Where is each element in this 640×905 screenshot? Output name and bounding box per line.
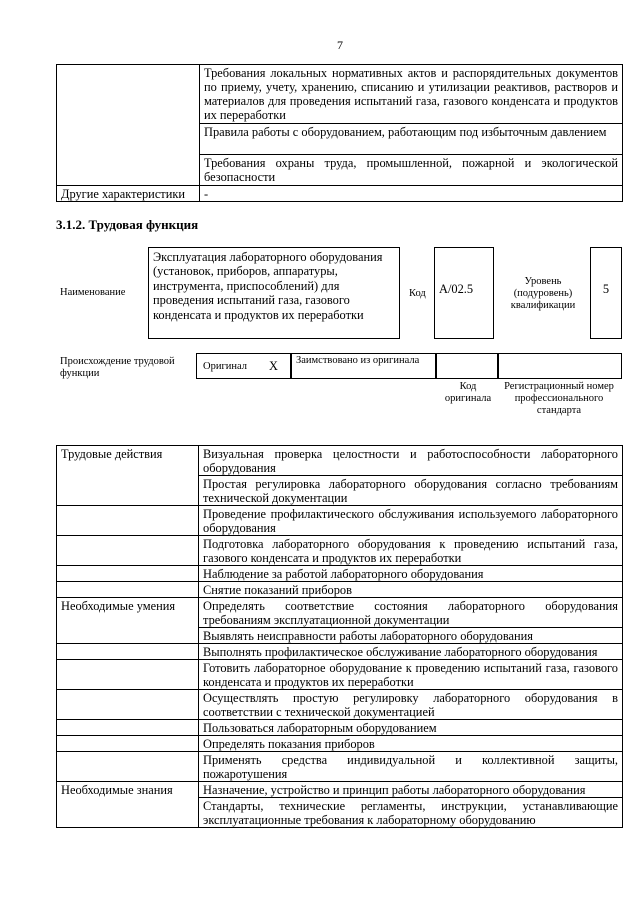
table-row [57, 476, 623, 506]
name-label: Наименование [60, 287, 126, 298]
table-cell: Пользоваться лабораторным оборудованием [199, 720, 623, 736]
table-cell: Снятие показаний приборов [199, 582, 623, 598]
table-cell: Определять показания приборов [199, 736, 623, 752]
table-cell: Простая регулировка лабораторного оборудования согласно требованиям технической документации [199, 476, 623, 506]
table-row [57, 736, 623, 752]
table-cell: Правила работы с оборудованием, работающим под избыточным давлением [200, 124, 623, 155]
qualification-level-box: 5 [590, 247, 622, 339]
code-label: Код [409, 288, 426, 299]
table-cell: Осуществлять простую регулировку лабораторного оборудования в соответствии с технической документацией [199, 690, 623, 720]
origin-label: Происхождение трудовой функции [60, 356, 175, 379]
table-row [57, 566, 623, 582]
actions-label: Трудовые действия [57, 446, 199, 476]
code-original-caption: Код оригинала [444, 381, 492, 404]
labor-function-details-table [56, 445, 623, 828]
table-row [57, 536, 623, 566]
table-cell: Определять соответствие состояния лабораторного оборудования требованиям эксплуатационной документации [199, 598, 623, 628]
table-row [57, 446, 623, 476]
skills-label: Необходимые умения [57, 598, 199, 628]
original-label: Оригинал [203, 361, 247, 372]
table-row [57, 720, 623, 736]
table-row [57, 782, 623, 798]
other-characteristics-value: - [200, 186, 623, 202]
table-cell: Проведение профилактического обслуживания используемого лабораторного оборудования [199, 506, 623, 536]
registration-number-caption: Регистрационный номер профессионального стандарта [504, 381, 614, 416]
table-row [57, 186, 623, 202]
function-name-box: Эксплуатация лабораторного оборудования (установок, приборов, аппаратуры, инструмента, приспособлений) для проведения испытаний газа, газового конденсата и продуктов их переработки [148, 247, 400, 339]
table-cell: Подготовка лабораторного оборудования к проведению испытаний газа, газового конденсата и продуктов их переработки [199, 536, 623, 566]
section-heading: 3.1.2. Трудовая функция [56, 217, 199, 232]
table-cell: Стандарты, технические регламенты, инструкции, устанавливающие эксплуатационные требования к лабораторному оборудованию [199, 798, 623, 828]
other-characteristics-label: Другие характеристики [57, 186, 200, 202]
table-row [57, 798, 623, 828]
borrowed-cell [291, 353, 436, 379]
registration-number-cell [498, 353, 622, 379]
table-row [57, 628, 623, 644]
table-cell: Назначение, устройство и принцип работы лабораторного оборудования [199, 782, 623, 798]
table-cell: Выполнять профилактическое обслуживание лабораторного оборудования [199, 644, 623, 660]
function-code-box: A/02.5 [434, 247, 494, 339]
table-row [57, 598, 623, 628]
original-code-cell [436, 353, 498, 379]
origin-row [196, 353, 622, 379]
page-number: 7 [337, 38, 343, 52]
table-row [57, 660, 623, 690]
table-cell: Готовить лабораторное оборудование к проведению испытаний газа, газового конденсата и продуктов их переработки [199, 660, 623, 690]
table-row [57, 65, 623, 124]
table-row [57, 582, 623, 598]
table-cell: Требования локальных нормативных актов и распорядительных документов по приему, учету, хранению, списанию и утилизации реактивов, растворов и материалов для проведения испытаний газа, газового конденсата и продуктов их переработки [200, 65, 623, 124]
table-cell: Выявлять неисправности работы лабораторного оборудования [199, 628, 623, 644]
level-label: Уровень (подуровень) квалификации [510, 276, 576, 311]
table-row [57, 644, 623, 660]
table-cell: Визуальная проверка целостности и работоспособности лабораторного оборудования [199, 446, 623, 476]
empty-label-cell [57, 65, 200, 186]
table-row [57, 752, 623, 782]
original-mark: X [269, 359, 278, 373]
borrowed-label: Заимствовано из оригинала [296, 355, 420, 366]
table-row [57, 506, 623, 536]
table-row [57, 690, 623, 720]
knowledge-label: Необходимые знания [57, 782, 199, 798]
table-cell: Требования охраны труда, промышленной, пожарной и экологической безопасности [200, 155, 623, 186]
requirements-table [56, 64, 623, 202]
original-cell [196, 353, 291, 379]
table-cell: Применять средства индивидуальной и коллективной защиты, пожаротушения [199, 752, 623, 782]
table-cell: Наблюдение за работой лабораторного оборудования [199, 566, 623, 582]
